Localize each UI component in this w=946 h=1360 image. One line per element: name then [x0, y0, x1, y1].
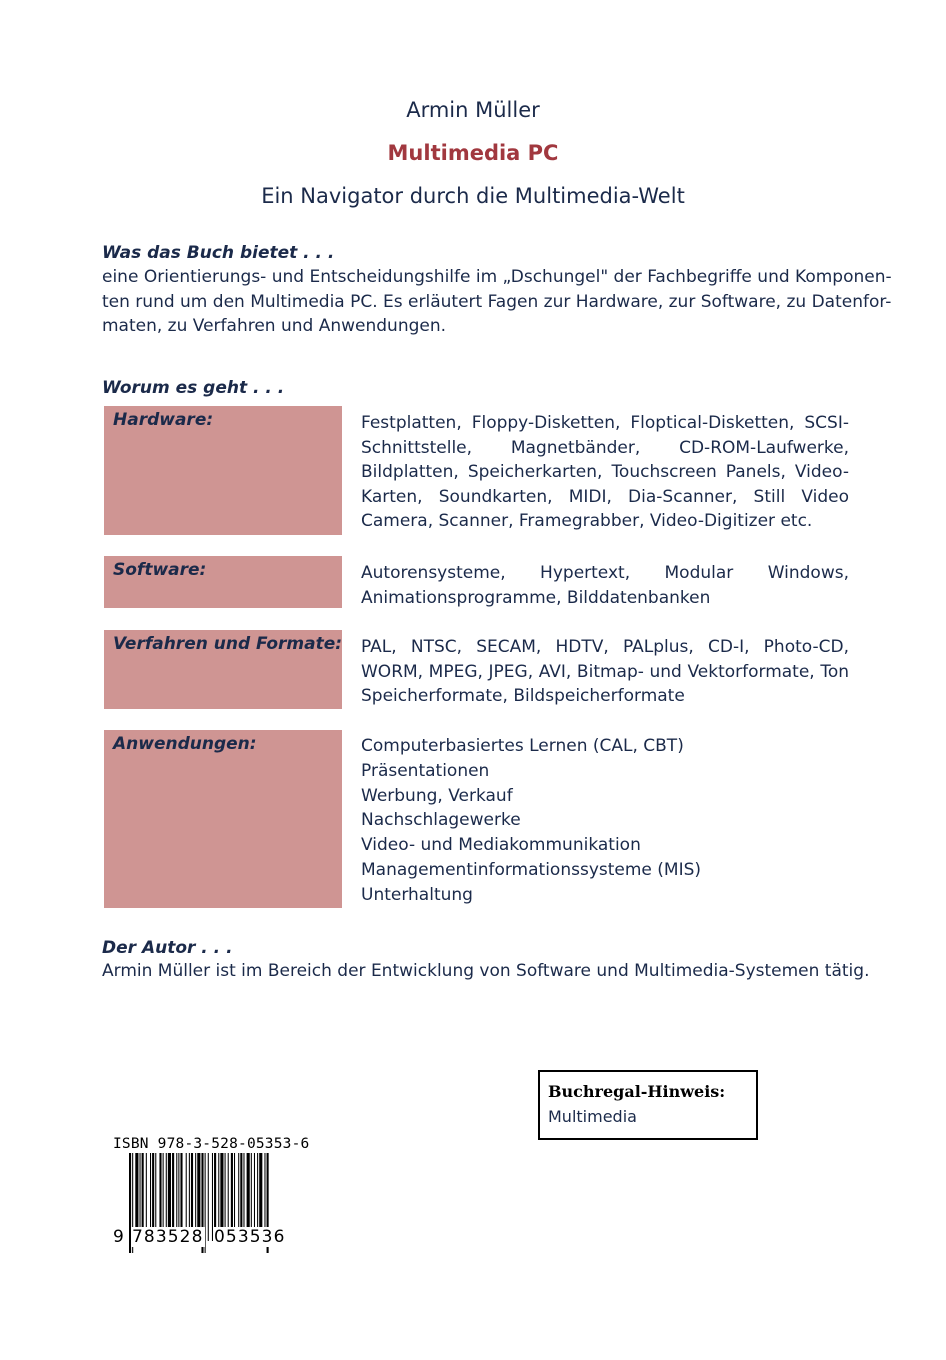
topic-label-software: Software:: [113, 560, 207, 580]
ean-right-group: 053536: [214, 1227, 286, 1247]
offer-heading: Was das Buch bietet . . .: [102, 243, 335, 263]
topic-label-applications: Anwendungen:: [113, 734, 257, 754]
topics-heading: Worum es geht . . .: [102, 378, 285, 398]
application-item: Nachschlagewerke: [361, 810, 521, 831]
barcode-bar: [208, 1153, 209, 1241]
book-title: Multimedia PC: [387, 141, 559, 165]
topic-text-software: Autorensysteme, Hypertext, Modular Windows, Animationsprogramme, Bilddatenbanken: [361, 563, 849, 608]
shelf-hint-value: Multimedia: [548, 1107, 637, 1126]
author-text: Armin Müller ist im Bereich der Entwicklung von Software und Multimedia-Systemen tätig.: [102, 961, 870, 981]
isbn-text: ISBN 978-3-528-05353-6: [113, 1136, 310, 1152]
shelf-hint-box: [538, 1070, 758, 1140]
book-author: Armin Müller: [406, 98, 540, 122]
ean-left-group: 783528: [132, 1227, 204, 1247]
topic-box-formats: [104, 630, 342, 709]
barcode-bar: [205, 1153, 206, 1253]
offer-text: [102, 265, 892, 339]
application-item: Werbung, Verkauf: [361, 785, 513, 806]
topic-box-hardware: [104, 406, 342, 535]
offer-line-1: eine Orientierungs- und Entscheidungshilfe im „Dschungel" der Fachbegriffe und Komponen-: [102, 267, 892, 287]
offer-line-2: ten rund um den Multimedia PC. Es erläutert Fagen zur Hardware, zur Software, zu Datenfor-: [102, 291, 892, 312]
offer-line-3: maten, zu Verfahren und Anwendungen.: [102, 316, 447, 336]
topic-box-software: [104, 556, 342, 608]
shelf-hint-title: Buchregal-Hinweis:: [548, 1082, 726, 1101]
topic-label-formats: Verfahren und Formate:: [113, 634, 343, 654]
author-heading: Der Autor . . .: [102, 938, 233, 958]
topic-label-hardware: Hardware:: [113, 410, 214, 430]
topic-list-applications: [361, 734, 849, 908]
application-item: Managementinformationssysteme (MIS): [361, 859, 702, 880]
application-item: Video- und Mediakommunikation: [361, 835, 641, 856]
application-item: Präsentationen: [361, 760, 490, 781]
application-item: Computerbasiertes Lernen (CAL, CBT): [361, 736, 684, 756]
book-subtitle: Ein Navigator durch die Multimedia-Welt: [261, 184, 685, 208]
topic-box-applications: [104, 730, 342, 908]
ean-first-digit: 9: [113, 1227, 124, 1247]
topic-text-formats: PAL, NTSC, SECAM, HDTV, PALplus, CD-I, Photo-CD, WORM, MPEG, JPEG, AVI, Bitmap- und Vektorformate, Ton Speicherformate, Bildspeicherformate: [361, 637, 849, 707]
topic-text-hardware: Festplatten, Floppy-Disketten, Floptical-Disketten, SCSI-Schnittstelle, Magnetbänder, CD-ROM-Laufwerke, Bildplatten, Speicherkarten, Touchscreen Panels, Video-Karten, Soundkarten, MIDI, Dia-Scanner, Still Video Camera, Scanner, Framegrabber, Video-Digitizer etc.: [361, 413, 849, 532]
application-item: Unterhaltung: [361, 884, 473, 905]
